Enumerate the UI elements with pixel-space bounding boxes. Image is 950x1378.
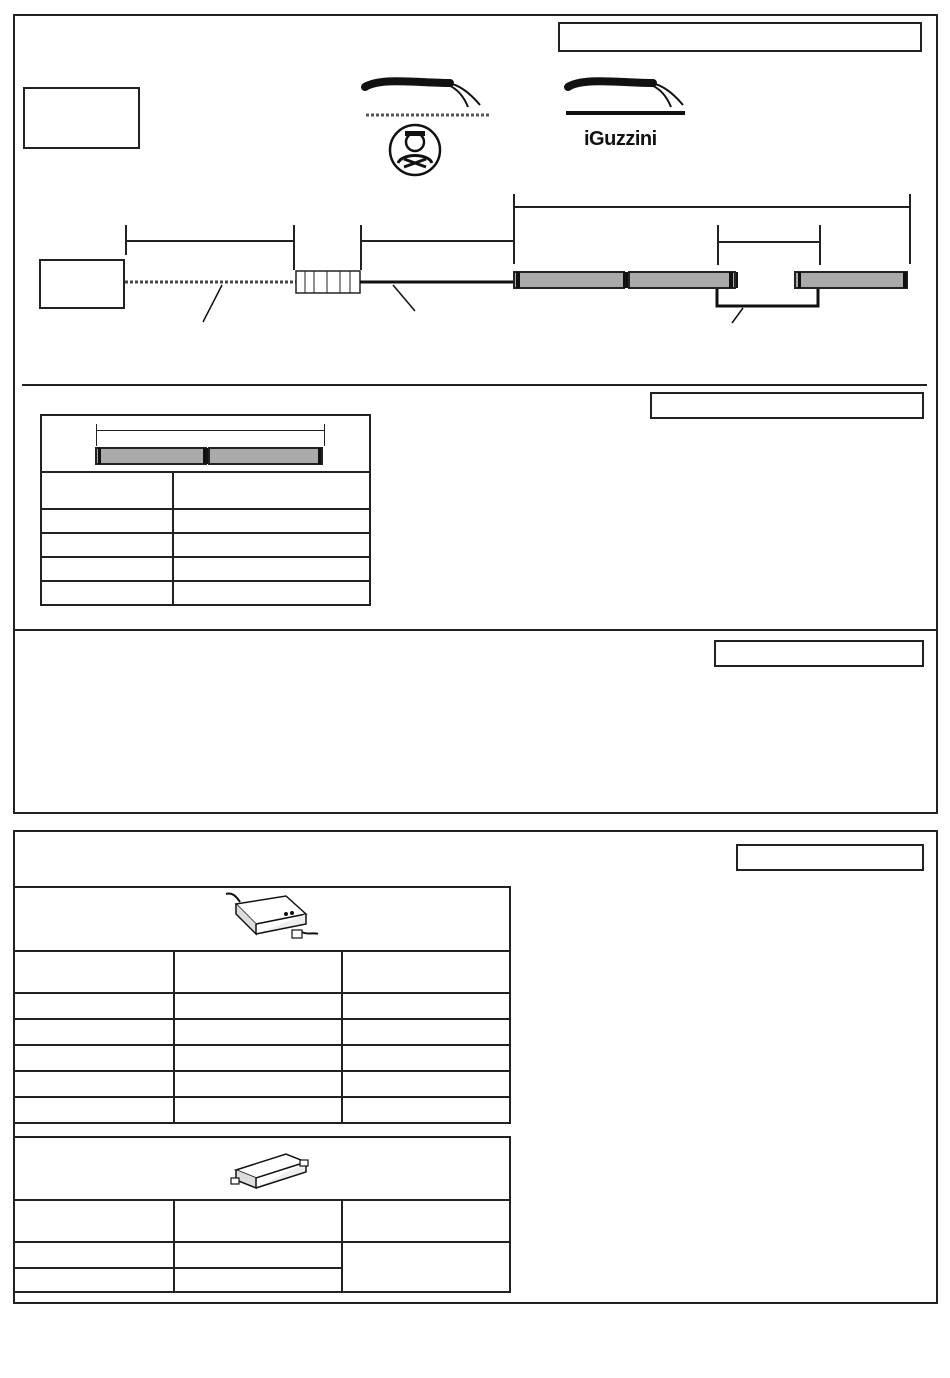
table-cell (13, 1045, 174, 1071)
table-cell (173, 509, 370, 533)
table-cell (41, 472, 173, 509)
table-cell (174, 1268, 342, 1292)
table-cell (13, 951, 174, 993)
table-cell (342, 1097, 510, 1123)
table-cell (13, 1268, 174, 1292)
table-cell (41, 557, 173, 581)
driver-b-table (13, 1199, 511, 1293)
table-cell (342, 993, 510, 1019)
driver-a-table (13, 950, 511, 1124)
driver-a-icon (222, 888, 322, 948)
section-title-box-4 (736, 844, 924, 871)
section-title-box-3 (714, 640, 924, 667)
table-cell (342, 1242, 510, 1292)
table-cell (13, 1097, 174, 1123)
strip-length-table (40, 471, 371, 606)
table-cell (173, 557, 370, 581)
table-cell (174, 1019, 342, 1045)
led-strip-segments (513, 271, 913, 291)
table-cell (342, 1071, 510, 1097)
connector-icon (296, 271, 360, 293)
brand-logo: iGuzzini (584, 128, 657, 150)
section-divider-2 (13, 629, 938, 631)
table-cell (13, 1019, 174, 1045)
table-cell (174, 1200, 342, 1242)
table-cell (13, 1242, 174, 1268)
table-cell (342, 1019, 510, 1045)
table-cell (342, 1045, 510, 1071)
table-cell (13, 993, 174, 1019)
table-cell (13, 1200, 174, 1242)
table-cell (13, 1071, 174, 1097)
table-cell (342, 1200, 510, 1242)
table-cell (342, 951, 510, 993)
table-cell (174, 951, 342, 993)
table-cell (174, 1071, 342, 1097)
strip-icon (95, 447, 327, 467)
driver-b-icon (228, 1142, 318, 1197)
table-cell (173, 472, 370, 509)
table-cell (174, 993, 342, 1019)
table-cell (173, 533, 370, 557)
table-cell (174, 1097, 342, 1123)
section-title-box-2 (650, 392, 924, 419)
table-cell (41, 509, 173, 533)
table-cell (41, 581, 173, 605)
section-divider-1 (22, 384, 927, 386)
table-cell (174, 1242, 342, 1268)
table-cell (174, 1045, 342, 1071)
table-cell (173, 581, 370, 605)
table-cell (41, 533, 173, 557)
